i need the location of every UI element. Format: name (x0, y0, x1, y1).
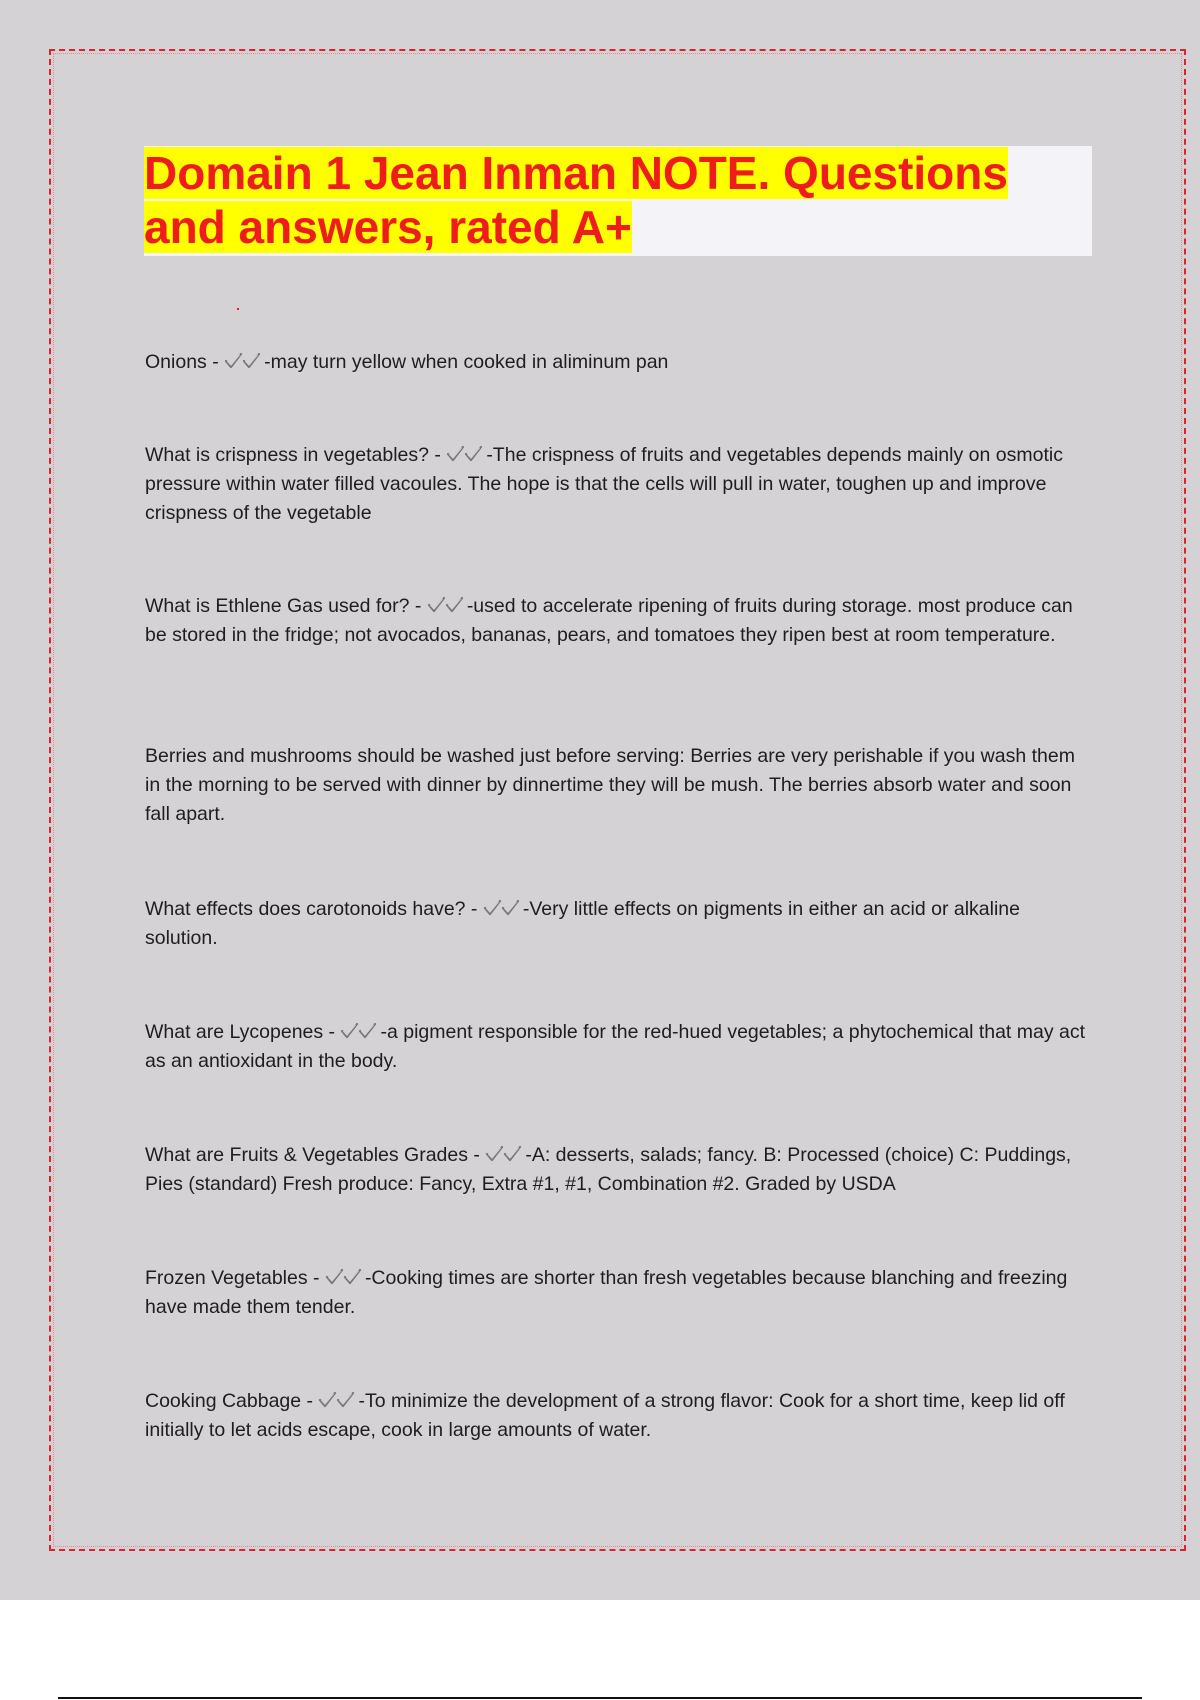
title-line-2: and answers, rated A+ (144, 201, 632, 253)
qa-item (145, 895, 1095, 953)
qa-question: What are Fruits & Vegetables Grades - (145, 1144, 486, 1166)
qa-question: What is crispness in vegetables? - (145, 444, 447, 466)
qa-item (145, 1141, 1095, 1199)
qa-question: What are Lycopenes - (145, 1021, 341, 1043)
qa-question: Cooking Cabbage - (145, 1390, 319, 1412)
qa-answer: -may turn yellow when cooked in aliminum pan (264, 351, 669, 373)
qa-answer: -A: desserts, salads; fancy. B: Processed (choice) C: Puddings, Pies (standard) Fresh produce: Fancy, Extra #1, #1, Combination #2. Graded by USDA (145, 1144, 1072, 1195)
qa-answer: -Very little effects on pigments in either an acid or alkaline solution. (145, 898, 1020, 949)
qa-answer: -The crispness of fruits and vegetables depends mainly on osmotic pressure within water filled vacoules. The hope is that the cells will pull in water, toughen up and improve crispness of the vegetable (145, 444, 1063, 524)
qa-question: Frozen Vegetables - (145, 1267, 325, 1289)
qa-item (145, 742, 1095, 829)
qa-question: What effects does carotonoids have? - (145, 898, 483, 920)
qa-item (145, 348, 1095, 377)
qa-question: Berries and mushrooms should be washed just before serving: Berries are very perishable if you wash them in the morning to be served with dinner by dinnertime they will be mush. The berries absorb water and soon fall apart. (145, 745, 1075, 825)
title-line-1: Domain 1 Jean Inman NOTE. Questions (144, 147, 1008, 199)
document-title (144, 146, 1044, 254)
double-check-icon (318, 1390, 358, 1410)
qa-answer: -Cooking times are shorter than fresh vegetables because blanching and freezing have made them tender. (145, 1267, 1068, 1318)
qa-item (145, 1387, 1095, 1445)
qa-answer: -a pigment responsible for the red-hued vegetables; a phytochemical that may act as an antioxidant in the body. (145, 1021, 1086, 1072)
qa-answer: -used to accelerate ripening of fruits during storage. most produce can be stored in the fridge; not avocados, bananas, pears, and tomatoes they ripen best at room temperature. (145, 595, 1073, 646)
double-check-icon (485, 1144, 525, 1164)
qa-item (145, 592, 1095, 650)
qa-question: What is Ethlene Gas used for? - (145, 595, 427, 617)
double-check-icon (224, 351, 264, 371)
double-check-icon (483, 898, 523, 918)
stray-red-dot (237, 308, 239, 310)
double-check-icon (446, 444, 486, 464)
qa-item (145, 1018, 1095, 1076)
double-check-icon (325, 1267, 365, 1287)
qa-question: Onions - (145, 351, 225, 373)
qa-item (145, 1264, 1095, 1322)
qa-answer: -To minimize the development of a strong flavor: Cook for a short time, keep lid off initially to let acids escape, cook in large amounts of water. (145, 1390, 1065, 1441)
footer-rule (58, 1697, 1142, 1699)
double-check-icon (427, 595, 467, 615)
double-check-icon (340, 1021, 380, 1041)
qa-item (145, 441, 1095, 528)
